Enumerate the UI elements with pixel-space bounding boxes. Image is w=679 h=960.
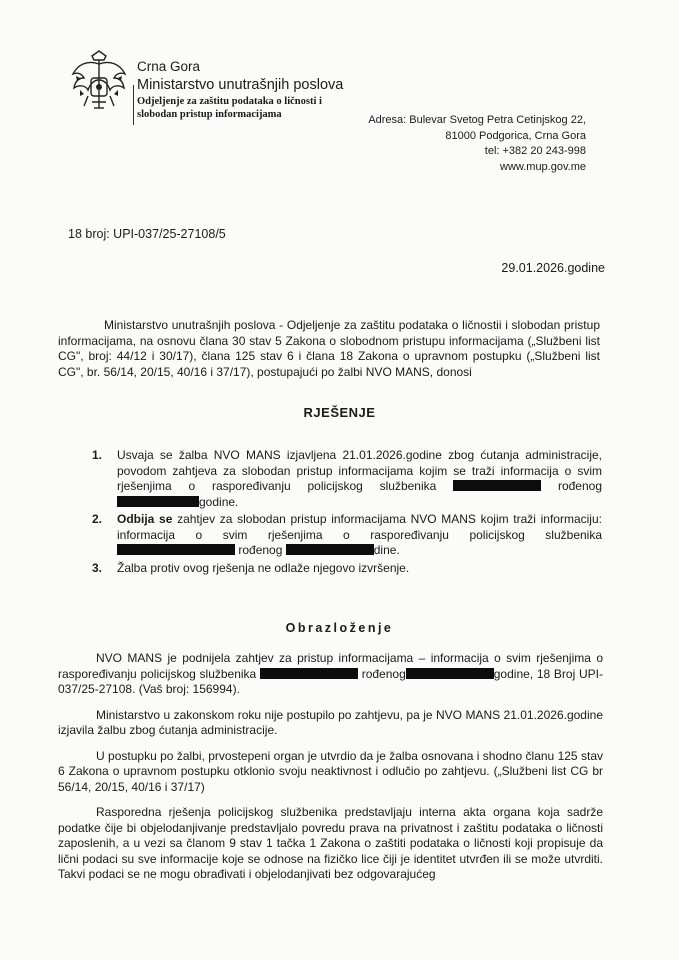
reference-number: 18 broj: UPI-037/25-27108/5 xyxy=(68,227,226,241)
document-date: 29.01.2026.godine xyxy=(501,261,605,275)
explanation-body xyxy=(58,651,603,893)
intro-paragraph xyxy=(58,318,600,380)
item-text-main: Usvaja se žalba NVO MANS izjavljena 21.01.2026.godine zbog ćutanja administracije, povodom zahtjeva za slobodan pristup informacijama kojim se traži informacija o svim rješenjima o raspoređivanju policijskog službenika xyxy=(117,448,602,493)
item-text-born: rođenog xyxy=(238,543,283,557)
item-text-bold: Odbija se xyxy=(117,512,173,526)
explanation-paragraph: U postupku po žalbi, prvostepeni organ je utvrdio da je žalba osnovana i shodno članu 125 stav 6 Zakona o upravnom postupku otklonio svoju neaktivnost i odlučio po zahtjevu. („Službeni list CG br 56/14, 20/15, 40/16 i 37/17) xyxy=(58,748,603,794)
redaction-bar xyxy=(117,544,235,555)
redaction-bar xyxy=(260,668,358,679)
explanation-text-born: rođenog xyxy=(361,666,406,681)
explanation-title: Obrazloženje xyxy=(285,621,394,635)
redaction-bar xyxy=(286,544,374,555)
address-web: www.mup.gov.me xyxy=(500,160,586,173)
item-text-main: Žalba protiv ovog rješenja ne odlaže njegovo izvršenje. xyxy=(117,560,410,575)
redaction-bar xyxy=(453,480,541,491)
redaction-bar xyxy=(117,496,199,507)
item-number: 1. xyxy=(92,448,103,462)
explanation-paragraph: Ministarstvo u zakonskom roku nije postupilo po zahtjevu, pa je NVO MANS 21.01.2026.godine izjavila žalbu zbog ćutanja administracije. xyxy=(58,707,603,737)
item-text-end: dine. xyxy=(373,543,400,557)
item-text-main: zahtjev za slobodan pristup informacijama NVO MANS kojim traži informaciju: informacija o svim rješenjima o raspoređivanju policijskog službenika xyxy=(117,512,602,542)
country-name: Crna Gora xyxy=(137,59,201,74)
intro-text: Ministarstvo unutrašnjih poslova - Odjeljenje za zaštitu podataka o ličnostii i slobodan pristup informacijama, na osnovu člana 30 stav 5 Zakona o slobodnom pristupu informacijama („Službeni list CG", broj: 44/12 i 30/17), člana 125 stav 6 i člana 18 Zakona o upravnom postupku („Službeni list CG", br. 56/14, 20/15, 40/16 i 37/17), postupajući po žalbi NVO MANS, donosi xyxy=(58,318,600,379)
item-text-end: godine. xyxy=(199,494,239,509)
explanation-text: NVO MANS je podnijela zahtjev za pristup informacijama – informacija o svim rješenjima o raspoređivanju policijskog službenika xyxy=(58,651,603,681)
letterhead-divider xyxy=(133,85,134,125)
coat-of-arms-icon xyxy=(70,50,128,114)
ministry-name: Ministarstvo unutrašnjih poslova xyxy=(137,77,344,93)
address-city: 81000 Podgorica, Crna Gora xyxy=(445,129,586,142)
decision-item xyxy=(92,512,602,559)
item-text xyxy=(117,448,602,510)
address-street: Adresa: Bulevar Svetog Petra Cetinjskog 22, xyxy=(368,114,586,126)
address-phone: tel: +382 20 243-998 xyxy=(484,145,586,157)
decision-item xyxy=(92,448,602,510)
item-text-born: rođenog xyxy=(557,479,602,493)
address-block xyxy=(368,113,586,175)
redaction-bar xyxy=(406,668,494,679)
item-number: 3. xyxy=(92,560,103,575)
item-text xyxy=(117,512,602,559)
item-text xyxy=(117,561,602,577)
decision-title: RJEŠENJE xyxy=(303,405,376,420)
explanation-paragraph: Rasporedna rješenja policijskog službenika predstavljaju interna akta organa koja sadrže podatke čije bi objelodanjivanje predstavljalo povredu prava na privatnost i zaštitu podataka o ličnosti zaposlenih, a u vezi sa članom 9 stav 1 tačka 1 Zakona o zaštiti podataka o ličnosti koji propisuje da lični podaci su sve informacije koje se odnose na fizičko lice čiji je identitet utvrđen ili se može utvrditi. Takvi podaci se ne mogu obrađivati i objelodanjivati bez odgovarajućeg xyxy=(58,805,603,881)
item-number: 2. xyxy=(92,512,103,526)
decision-items xyxy=(92,448,602,578)
explanation-text-end: godine, 18 Broj UPI-037/25-27108. (Vaš broj: 156994). xyxy=(58,666,603,696)
decision-item xyxy=(92,561,602,577)
explanation-paragraph xyxy=(58,651,603,698)
department-name: Odjeljenje za zaštitu podataka o ličnosti i slobodan pristup informacijama xyxy=(137,96,322,120)
letterhead xyxy=(137,58,343,121)
